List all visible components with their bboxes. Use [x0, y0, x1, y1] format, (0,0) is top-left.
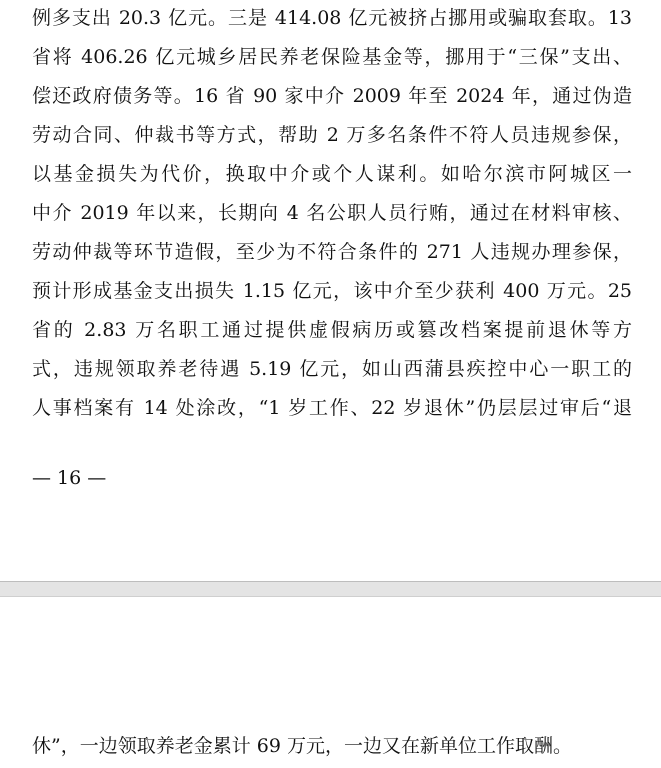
paragraph-line-4: 劳动合同、仲裁书等方式，帮助 2 万多名条件不符人员违规参保， — [32, 124, 632, 146]
page-number: — 16 — — [32, 467, 107, 489]
paragraph-line-11: 人事档案有 14 处涂改，“1 岁工作、22 岁退休”仍层层过审后“退 — [32, 397, 632, 419]
paragraph-line-6: 中介 2019 年以来，长期向 4 名公职人员行贿，通过在材料审核、 — [32, 202, 632, 224]
paragraph-line-2: 省将 406.26 亿元城乡居民养老保险基金等，挪用于“三保”支出、 — [32, 46, 632, 68]
paragraph-line-continued: 休”，一边领取养老金累计 69 万元，一边又在新单位工作取酬。 — [32, 735, 572, 757]
paragraph-line-5: 以基金损失为代价，换取中介或个人谋利。如哈尔滨市阿城区一 — [32, 163, 632, 185]
document-page-17 — [0, 597, 661, 768]
paragraph-line-7: 劳动仲裁等环节造假，至少为不符合条件的 271 人违规办理参保， — [32, 241, 632, 263]
paragraph-line-10: 式，违规领取养老待遇 5.19 亿元，如山西蒲县疾控中心一职工的 — [32, 358, 632, 380]
paragraph-line-9: 省的 2.83 万名职工通过提供虚假病历或篡改档案提前退休等方 — [32, 319, 632, 341]
paragraph-line-3: 偿还政府债务等。16 省 90 家中介 2009 年至 2024 年，通过伪造 — [32, 85, 632, 107]
page-separator — [0, 581, 661, 597]
paragraph-line-8: 预计形成基金支出损失 1.15 亿元，该中介至少获利 400 万元。25 — [32, 280, 632, 302]
paragraph-line-1: 例多支出 20.3 亿元。三是 414.08 亿元被挤占挪用或骗取套取。13 — [32, 7, 632, 29]
